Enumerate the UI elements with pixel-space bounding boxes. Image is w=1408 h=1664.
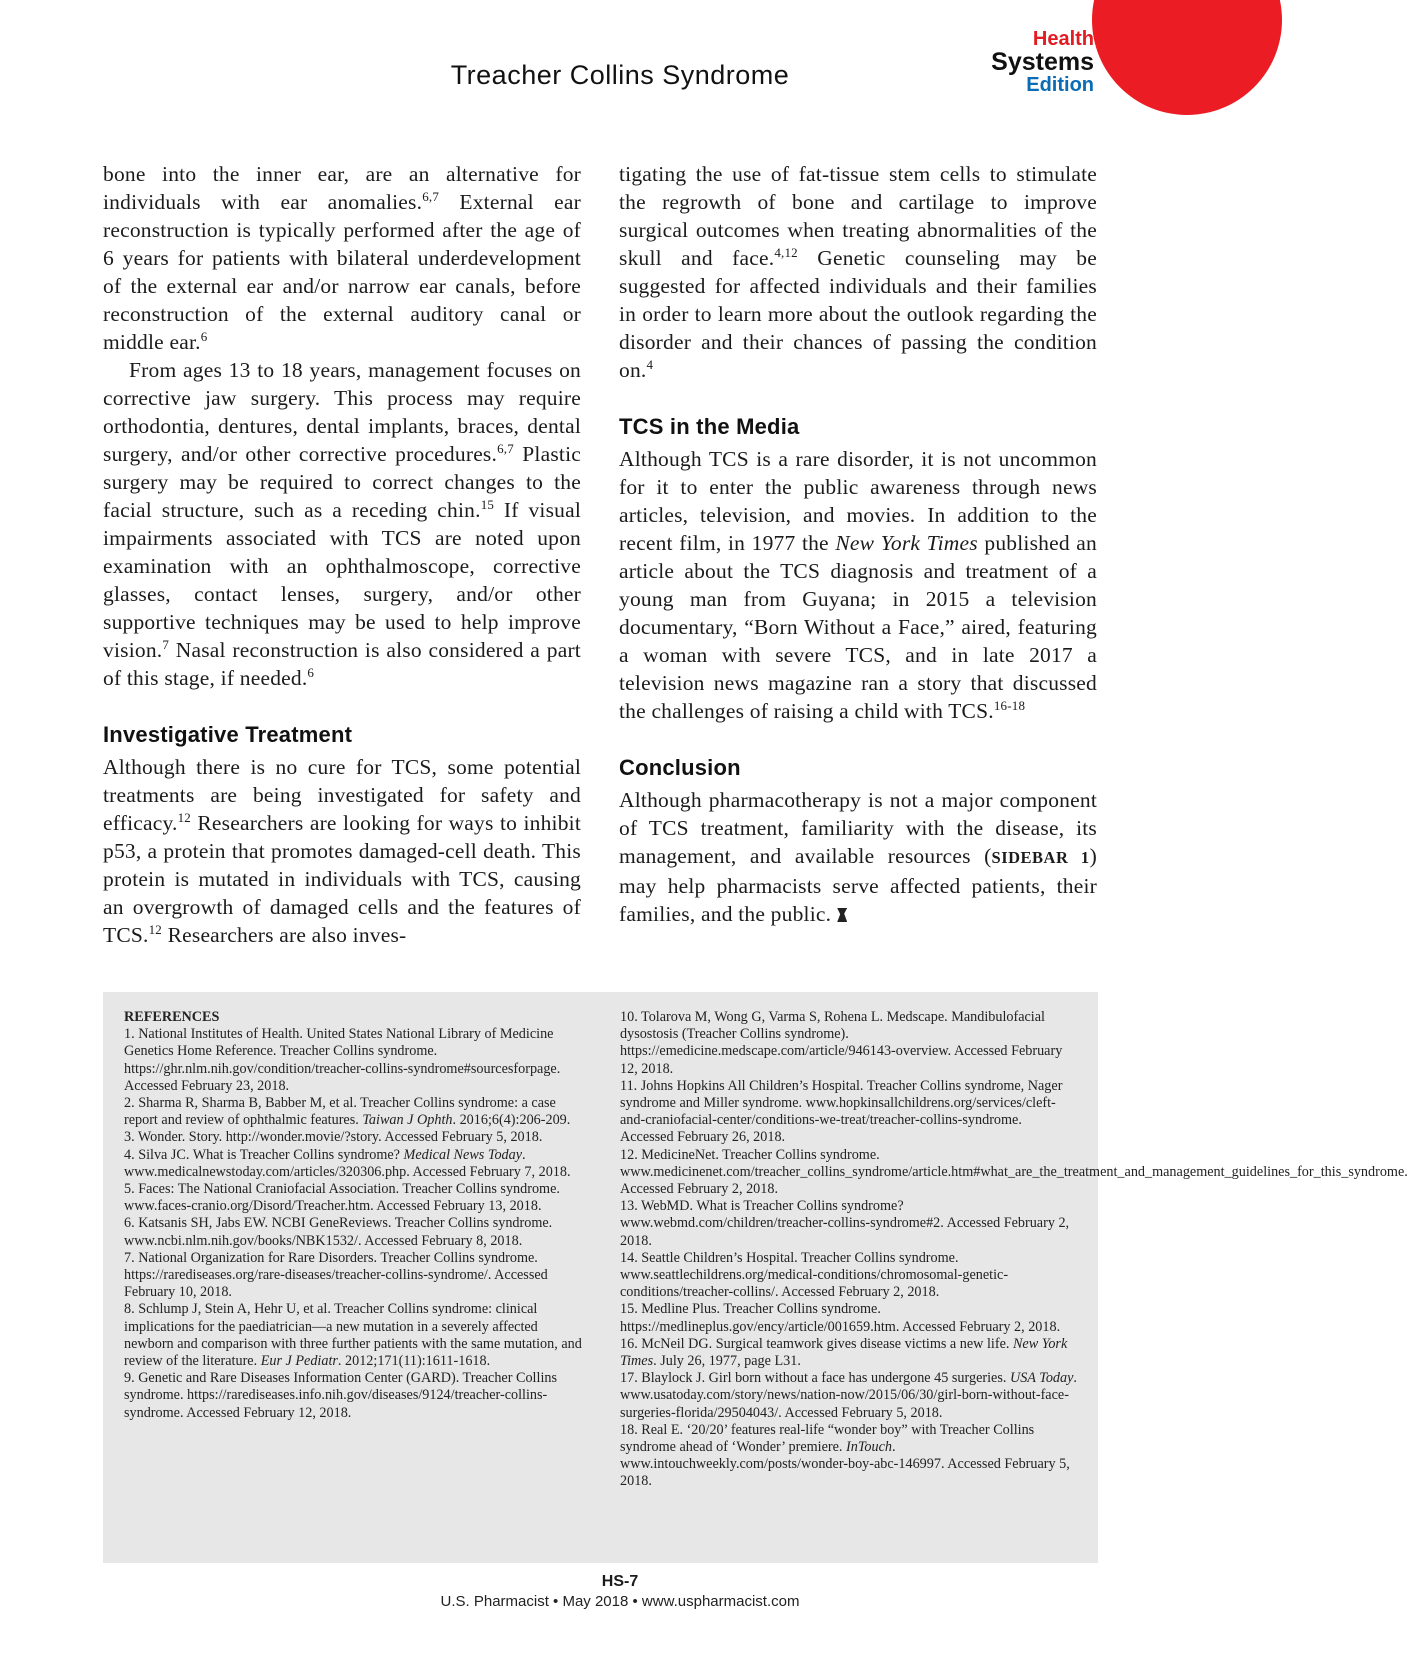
references-column-left [124, 1009, 582, 1422]
sidebar-reference: SIDEBAR 1 [991, 848, 1090, 867]
brand-line-edition: Edition [1026, 74, 1094, 96]
reference-item: 13. WebMD. What is Treacher Collins syndrome? www.webmd.com/children/treacher-collins-syndrome#2. Accessed February 2, 2018. [620, 1198, 1070, 1249]
reference-item: 5. Faces: The National Craniofacial Association. Treacher Collins syndrome. www.faces-cranio.org/Disord/Treacher.htm. Accessed February 13, 2018. [124, 1181, 560, 1215]
reference-item: 8. Schlump J, Stein A, Hehr U, et al. Treacher Collins syndrome: clinical implications for the paediatrician—a new mutation in a severely affected newborn and comparison with three further patients with the same mutation, and review of the literature. Eur J Pediatr. 2012;171(11):1611-1618. [124, 1301, 582, 1370]
right-text-column [619, 160, 1097, 928]
brand-line-systems: Systems [991, 48, 1094, 76]
references-box [103, 992, 1408, 1563]
paragraph: Although there is no cure for TCS, some potential treatments are being investigated for safety and efficacy.$^{12}$ Researchers are looking for ways to inhibit p53, a protein that promotes damaged-cell death. This protein is mutated in individuals with TCS, causing an overgrowth of damaged cells and the features of TCS.$^{12}$ Researchers are also inves- [103, 755, 581, 947]
reference-item: 15. Medline Plus. Treacher Collins syndrome. https://medlineplus.gov/ency/article/001659.htm. Accessed February 2, 2018. [620, 1301, 1061, 1335]
reference-item: 1. National Institutes of Health. United States National Library of Medicine Genetics Home Reference. Treacher Collins syndrome. https://ghr.nlm.nih.gov/condition/treacher-collins-syndrome#sourcesforpage. Accessed February 23, 2018. [124, 1026, 561, 1094]
reference-item: 4. Silva JC. What is Treacher Collins syndrome? Medical News Today. www.medicalnewstoday.com/articles/320306.php. Accessed February 7, 2018. [124, 1146, 571, 1180]
references-heading: REFERENCES [124, 1009, 220, 1025]
paragraph: tigating the use of fat-tissue stem cells to stimulate the regrowth of bone and cartilage to improve surgical outcomes when treating abnormalities of the skull and face.$^{4,12}$ Genetic counseling may be suggested for affected individuals and their families in order to learn more about the outlook regarding the disorder and their chances of passing the condition on.$^4$ [619, 162, 1097, 382]
reference-item: 17. Blaylock J. Girl born without a face has undergone 45 surgeries. USA Today. www.usatoday.com/story/news/nation-now/2015/06/30/girl-born-without-face-surgeries-florida/29504043/. Accessed February 5, 2018. [620, 1370, 1077, 1421]
reference-item: 9. Genetic and Rare Diseases Information Center (GARD). Treacher Collins syndrome. https://rarediseases.info.nih.gov/diseases/9124/treacher-collins-syndrome. Accessed February 12, 2018. [124, 1370, 558, 1421]
running-header-title: Treacher Collins Syndrome [450, 60, 790, 90]
publication-line: U.S. Pharmacist • May 2018 • www.uspharmacist.com [440, 1593, 800, 1610]
reference-item: 11. Johns Hopkins All Children’s Hospital. Treacher Collins syndrome, Nager syndrome and Miller syndrome. www.hopkinsallchildrens.org/services/cleft-and-craniofacial-center/conditions-we-treat/treacher-collins-syndrome. Accessed February 26, 2018. [620, 1077, 1063, 1146]
paragraph: From ages 13 to 18 years, management focuses on corrective jaw surgery. This process may require orthodontia, dentures, dental implants, braces, dental surgery, and/or other corrective procedures.$^{6,7}$ Plastic surgery may be required to correct changes to the facial structure, such as a receding chin.$^{15}$ If visual impairments associated with TCS are noted upon examination with an ophthalmoscope, corrective glasses, contact lenses, surgery, and/or other supportive techniques may be used to help improve vision.$^7$ Nasal reconstruction is also considered a part of this stage, if needed.$^6$ [103, 358, 581, 690]
paragraph: Although pharmacotherapy is not a major component of TCS treatment, familiarity with the disease, its management, and available resources (SIDEBAR 1) may help pharmacists serve affected patients, their families, and the public. [619, 788, 1097, 926]
reference-item: 6. Katsanis SH, Jabs EW. NCBI GeneReviews. Treacher Collins syndrome. www.ncbi.nlm.nih.gov/books/NBK1532/. Accessed February 8, 2018. [124, 1215, 553, 1249]
reference-item: 7. National Organization for Rare Disorders. Treacher Collins syndrome. https://rarediseases.org/rare-diseases/treacher-collins-syndrome/. Accessed February 10, 2018. [124, 1249, 548, 1301]
paragraph: Although TCS is a rare disorder, it is not uncommon for it to enter the public awareness through news articles, television, and movies. In addition to the recent film, in 1977 the New York Times published an article about the TCS diagnosis and treatment of a young man from Guyana; in 2015 a television documentary, “Born Without a Face,” aired, featuring a woman with severe TCS, and in late 2017 a television news magazine ran a story that discussed the challenges of raising a child with TCS.$^{16-18}$ [619, 447, 1097, 723]
section-heading-investigative-treatment: Investigative Treatment [103, 722, 353, 747]
section-heading-tcs-in-the-media: TCS in the Media [619, 414, 800, 439]
left-text-column [103, 160, 581, 949]
page-footer [0, 1572, 1240, 1612]
reference-item: 10. Tolarova M, Wong G, Varma S, Rohena L. Medscape. Mandibulofacial dysostosis (Treacher Collins syndrome). https://emedicine.medscape.com/article/946143-overview. Accessed February 12, 2018. [620, 1009, 1063, 1077]
reference-item: 12. MedicineNet. Treacher Collins syndrome. www.medicinenet.com/treacher_collins_syndrome/article.htm#what_are_the_treatment_and_management_guidelines_for_this_syndrome. Accessed February 2, 2018. [620, 1146, 1408, 1198]
reference-item: 14. Seattle Children’s Hospital. Treacher Collins syndrome. www.seattlechildrens.org/medical-conditions/chromosomal-genetic-conditions/treacher-collins/. Accessed February 2, 2018. [620, 1249, 1009, 1301]
end-of-article-icon [837, 908, 847, 922]
references-column-right [620, 1009, 1408, 1491]
reference-item: 3. Wonder. Story. http://wonder.movie/?story. Accessed February 5, 2018. [124, 1129, 543, 1146]
reference-item: 16. McNeil DG. Surgical teamwork gives disease victims a new life. New York Times. July 26, 1977, page L31. [620, 1335, 1068, 1370]
brand-line-health: Health [1032, 28, 1094, 50]
page-number: HS-7 [601, 1573, 639, 1590]
reference-item: 18. Real E. ‘20/20’ features real-life “wonder boy” with Treacher Collins syndrome ahead of ‘Wonder’ premiere. InTouch. www.intouchweekly.com/posts/wonder-boy-abc-146997. Accessed February 5, 2018. [620, 1421, 1070, 1490]
paragraph: bone into the inner ear, are an alternative for individuals with ear anomalies.$^{6,7}$ External ear reconstruction is typically performed after the age of 6 years for patients with bilateral underdevelopment of the external ear and/or narrow ear canals, before reconstruction of the external auditory canal or middle ear.$^6$ [103, 162, 581, 354]
reference-item: 2. Sharma R, Sharma B, Babber M, et al. Treacher Collins syndrome: a case report and review of ophthalmic features. Taiwan J Ophth. 2016;6(4):206-209. [124, 1095, 571, 1129]
brand-red-circle [1092, 0, 1282, 115]
section-heading-conclusion: Conclusion [619, 755, 741, 780]
